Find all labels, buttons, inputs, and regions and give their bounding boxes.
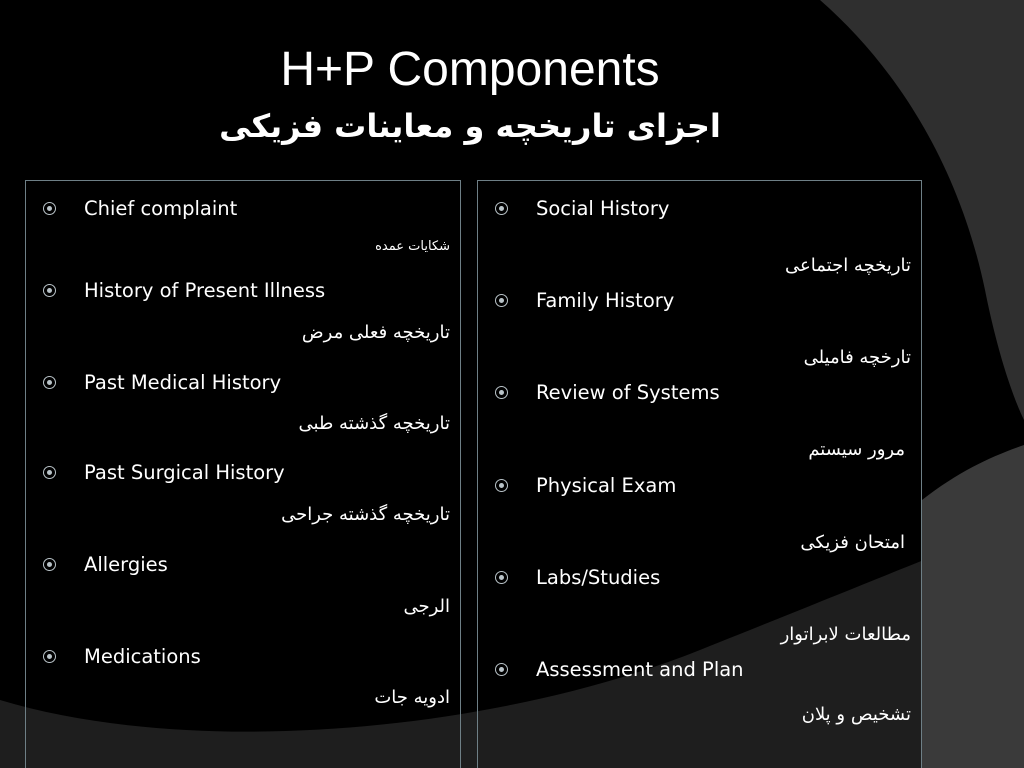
item-label-fa: تاریخچه اجتماعی xyxy=(785,255,911,276)
circled-dot-bullet-icon xyxy=(43,650,56,663)
item-label-en: Family History xyxy=(536,289,675,312)
circled-dot-bullet-icon xyxy=(495,202,508,215)
slide-title: H+P Components xyxy=(280,43,660,96)
item-label-en: Review of Systems xyxy=(536,381,720,404)
item-label-en: History of Present Illness xyxy=(84,279,326,302)
background-swoosh-right xyxy=(922,445,1024,768)
circled-dot-bullet-icon xyxy=(43,558,56,571)
item-label-fa: تارخچه فامیلی xyxy=(803,347,911,368)
item-label-fa: امتحان فزیکی xyxy=(800,532,905,553)
item-label-en: Social History xyxy=(536,197,670,220)
left-content-panel xyxy=(25,180,461,768)
circled-dot-bullet-icon xyxy=(495,479,508,492)
circled-dot-bullet-icon xyxy=(495,663,508,676)
item-label-fa: تاریخچه گذشته جراحی xyxy=(281,504,450,525)
circled-dot-bullet-icon xyxy=(43,202,56,215)
circled-dot-bullet-icon xyxy=(43,376,56,389)
item-label-en: Labs/Studies xyxy=(536,566,661,589)
right-content-panel xyxy=(477,180,922,768)
item-label-fa: تشخیص و پلان xyxy=(801,704,911,725)
item-label-fa: ادویه جات xyxy=(374,687,450,708)
item-label-en: Physical Exam xyxy=(536,474,677,497)
item-label-fa: شکایات عمده xyxy=(375,239,450,254)
slide-subtitle-persian: اجزای تاریخچه و معاینات فزیکی xyxy=(219,107,721,145)
circled-dot-bullet-icon xyxy=(495,571,508,584)
item-label-fa: تاریخچه گذشته طبی xyxy=(298,413,450,434)
item-label-en: Assessment and Plan xyxy=(536,658,744,681)
item-label-fa: تاریخچه فعلی مرض xyxy=(301,322,450,343)
item-label-en: Past Medical History xyxy=(84,371,282,394)
item-label-fa: الرجی xyxy=(403,596,450,617)
item-label-fa: مطالعات لابراتوار xyxy=(780,624,911,645)
item-label-en: Past Surgical History xyxy=(84,461,285,484)
item-label-en: Medications xyxy=(84,645,201,668)
circled-dot-bullet-icon xyxy=(43,466,56,479)
circled-dot-bullet-icon xyxy=(495,386,508,399)
circled-dot-bullet-icon xyxy=(495,294,508,307)
item-label-en: Chief complaint xyxy=(84,197,238,220)
circled-dot-bullet-icon xyxy=(43,284,56,297)
item-label-fa: مرور سیستم xyxy=(808,439,905,460)
item-label-en: Allergies xyxy=(84,553,168,576)
